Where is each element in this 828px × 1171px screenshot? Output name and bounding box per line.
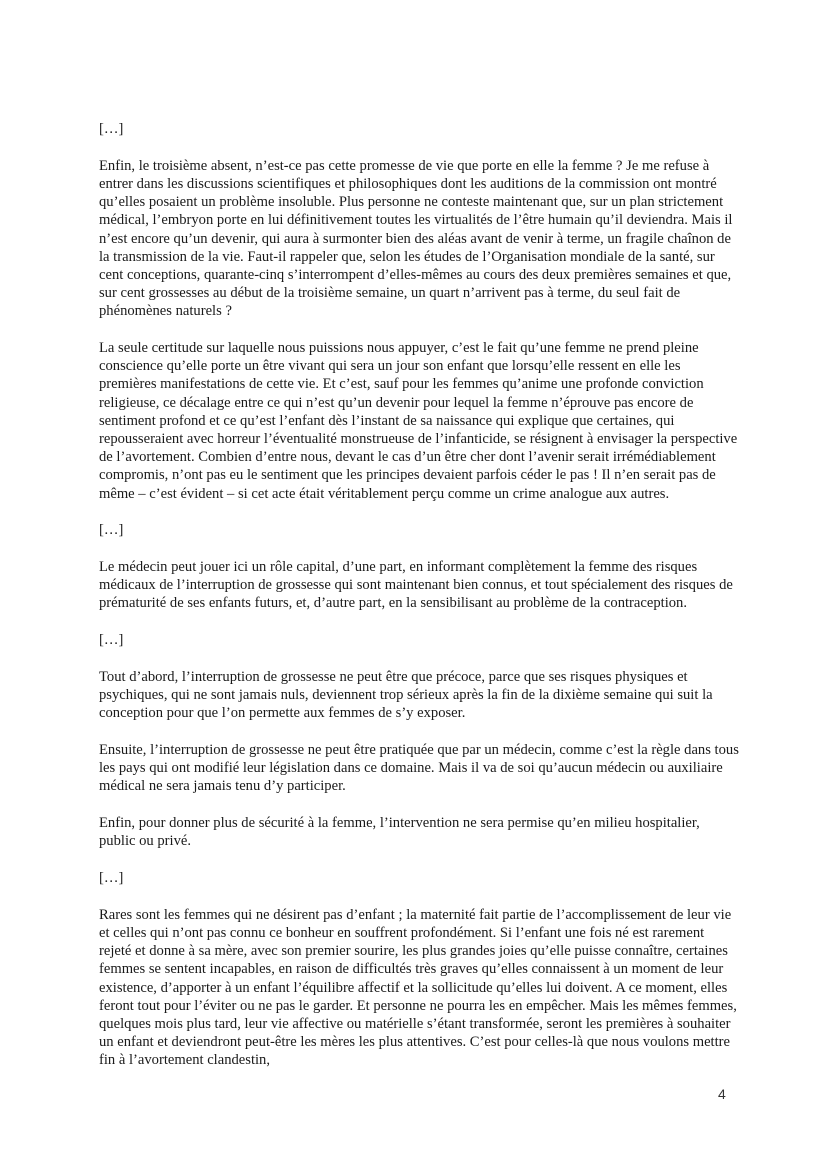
paragraph-ensuite: Ensuite, l’interruption de grossesse ne peut être pratiquée que par un médecin, comme c’est la règle dans tous les pays qui ont modifié leur législation dans ce domaine. Mais il va de soi qu’aucun médecin ou auxiliaire médical ne sera jamais tenu d’y participer. bbox=[99, 741, 739, 795]
ellipsis-marker: […] bbox=[99, 632, 124, 649]
paragraph-rares-sont: Rares sont les femmes qui ne désirent pas d’enfant ; la maternité fait partie de l’accomplissement de leur vie et celles qui n’ont pas connu ce bonheur en souffrent profondément. Si l’enfant une fois né est rarement rejeté et donne à sa mère, avec son premier sourire, les plus grandes joies qu’elle puisse connaître, certaines femmes se sentent incapables, en raison de difficultés très graves qu’elles connaissent à un moment de leur existence, d’apporter à un enfant l’équilibre affectif et la sollicitude qu’elles lui doivent. A ce moment, elles feront tout pour l’éviter ou ne pas le garder. Et personne ne pourra les en empêcher. Mais les mêmes femmes, quelques mois plus tard, leur vie affective ou matérielle s’étant transformée, seront les premières à souhaiter un enfant et deviendront peut-être les mères les plus attentives. C’est pour celles-là que nous voulons mettre fin à l’avortement clandestin, bbox=[99, 906, 737, 1069]
paragraph-certitude: La seule certitude sur laquelle nous puissions nous appuyer, c’est le fait qu’une femme ne prend pleine conscience qu’elle porte un être vivant qui sera un jour son enfant que lorsqu’elle ressent en elle les premières manifestations de cette vie. Et c’est, sauf pour les femmes qu’anime une profonde conviction religieuse, ce décalage entre ce qui n’est qu’un devenir pour lequel la femme n’éprouve pas encore de sentiment profond et ce qu’est l’enfant dès l’instant de sa naissance qui explique que certaines, qui repousseraient avec horreur l’éventualité monstrueuse de l’infanticide, se résignent à envisager la perspective de l’avortement. Combien d’entre nous, devant le cas d’un être cher dont l’avenir serait irrémédiablement compromis, n’ont pas eu le sentiment que les principes devaient parfois céder le pas ! Il n’en serait pas de même – c’est évident – si cet acte était véritablement perçu comme un crime analogue aux autres. bbox=[99, 340, 738, 502]
paragraph-tout-dabord: Tout d’abord, l’interruption de grossesse ne peut être que précoce, parce que ses risques physiques et psychiques, qui ne sont jamais nuls, deviennent trop sérieux après la fin de la dixième semaine qui suit la conception pour que l’on permette aux femmes de s’y exposer. bbox=[99, 668, 713, 722]
ellipsis-marker: […] bbox=[99, 121, 124, 137]
paragraph-enfin: Enfin, pour donner plus de sécurité à la femme, l’intervention ne sera permise qu’en milieu hospitalier, public ou privé. bbox=[99, 815, 700, 850]
ellipsis-marker: […] bbox=[99, 522, 124, 539]
page-number: 4 bbox=[718, 1086, 726, 1102]
paragraph-medecin: Le médecin peut jouer ici un rôle capital, d’une part, en informant complètement la femme des risques médicaux de l’interruption de grossesse qui sont maintenant bien connus, et tout spécialement des risques de prématurité de ses enfants futurs, et, d’autre part, en la sensibilisant au problème de la contraception. bbox=[99, 559, 733, 612]
document-body bbox=[99, 120, 739, 1088]
paragraph-third-absent: Enfin, le troisième absent, n’est-ce pas cette promesse de vie que porte en elle la femme ? Je me refuse à entrer dans les discussions scientifiques et philosophiques dont les auditions de la commission ont montré qu’elles posaient un problème insoluble. Plus personne ne conteste maintenant que, sur un plan strictement médical, l’embryon porte en lui définitivement toutes les virtualités de l’être humain qu’il deviendra. Mais il n’est encore qu’un devenir, qui aura à surmonter bien des aléas avant de venir à terme, un fragile chaînon de la transmission de la vie. Faut-il rappeler que, selon les études de l’Organisation mondiale de la santé, sur cent conceptions, quarante-cinq s’interrompent d’elles-mêmes au cours des deux premières semaines et que, sur cent grossesses au début de la troisième semaine, un quart n’arrivent pas à terme, du seul fait de phénomènes naturels ? bbox=[99, 157, 733, 320]
ellipsis-marker: […] bbox=[99, 870, 124, 886]
